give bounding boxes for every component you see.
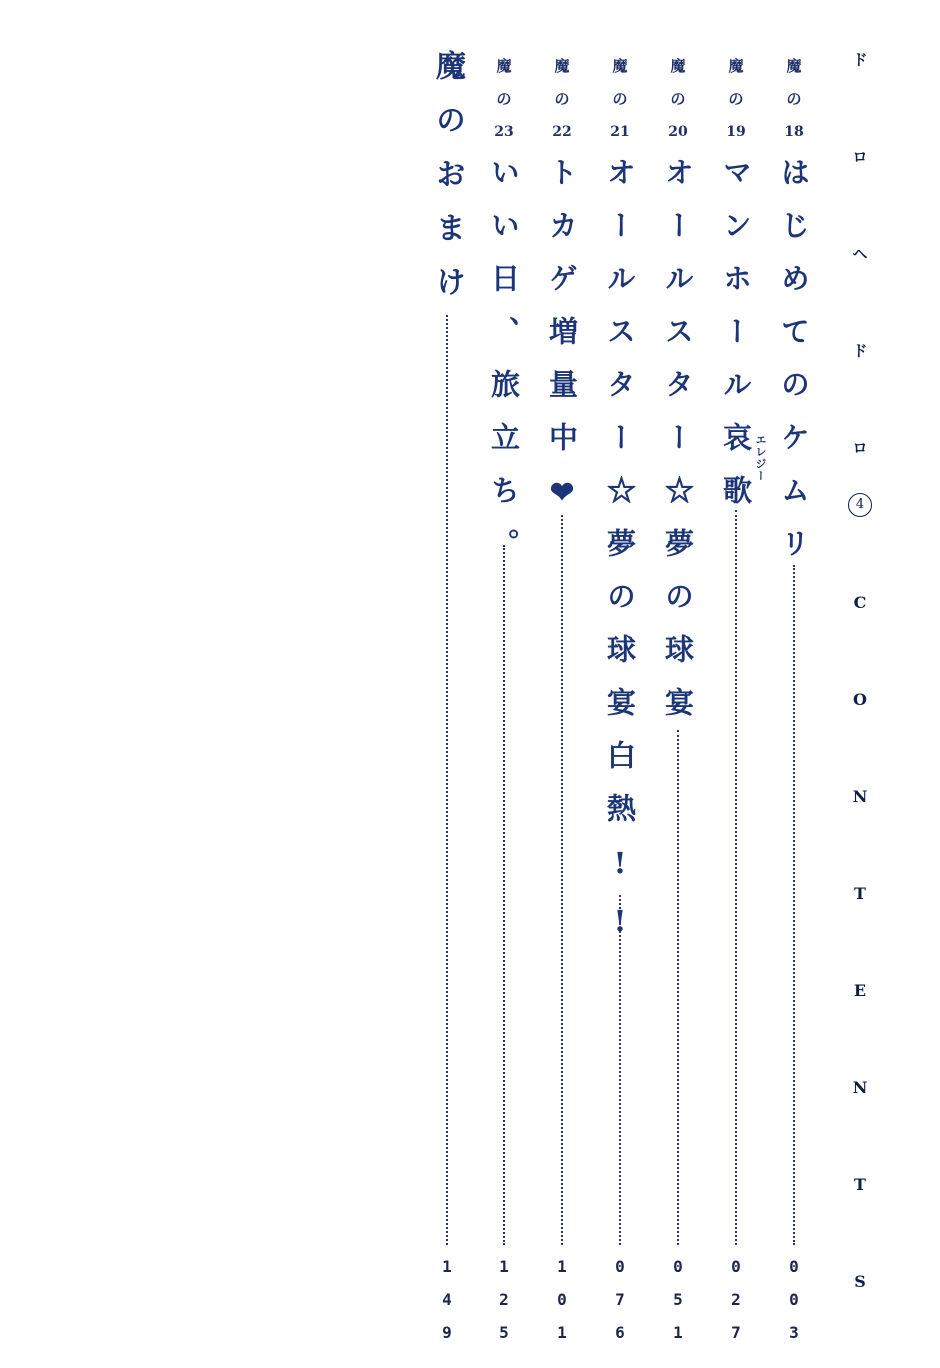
chapter-label [784, 50, 803, 149]
chapter-label-char: の [496, 90, 512, 108]
chapter-label-char: の [728, 90, 744, 108]
leader-dots [735, 510, 737, 1245]
chapter-title: マンホール哀歌 [719, 157, 753, 528]
chapter-number: 19 [726, 124, 746, 140]
series-title-char: ド [852, 342, 868, 360]
chapter-label-char: 魔 [554, 57, 570, 75]
chapter-number: 22 [552, 124, 572, 140]
chapter-number: 21 [610, 124, 630, 140]
chapter-label-char: の [670, 90, 686, 108]
chapter-label-char: 魔 [728, 57, 744, 75]
page-number: 1 0 1 [557, 1257, 567, 1342]
chapter-entry-21[interactable] [600, 50, 640, 1342]
series-title-char: ヘ [852, 245, 868, 263]
leader-dots [793, 565, 795, 1245]
chapter-label-char: 魔 [670, 57, 686, 75]
chapter-label-char: 魔 [612, 57, 628, 75]
chapter-label-char: の [786, 90, 802, 108]
page-number: 1 2 5 [499, 1257, 509, 1342]
leader-dots [503, 545, 505, 1245]
chapter-label [726, 50, 745, 149]
chapter-title: いい日、旅立ち。 [487, 157, 521, 581]
chapter-title: オールスター☆夢の球宴白熱!! [603, 157, 637, 962]
series-title-char: ロ [852, 148, 868, 166]
contents-letter: T [854, 884, 866, 903]
chapter-entry-20[interactable] [658, 50, 698, 1342]
chapter-label [494, 50, 513, 149]
chapter-label [552, 50, 571, 149]
contents-letter: C [853, 593, 867, 612]
chapter-entry-22[interactable] [542, 50, 582, 1342]
series-title-char: ド [852, 51, 868, 69]
leader-dots [619, 895, 621, 1245]
leader-dots [561, 515, 563, 1245]
chapter-number: 20 [668, 124, 688, 140]
page-number: 0 0 3 [789, 1257, 799, 1342]
page-number: 0 5 1 [673, 1257, 683, 1342]
leader-dots [677, 730, 679, 1245]
chapter-entry-23[interactable] [484, 50, 524, 1342]
chapter-title: はじめてのケムリ [777, 157, 811, 581]
chapter-label-char: 魔 [496, 57, 512, 75]
page-number: 0 2 7 [731, 1257, 741, 1342]
chapter-entry-18[interactable] [774, 50, 814, 1342]
chapter-title: トカゲ増量中❤ [545, 157, 579, 533]
title-ruby-reading: エレジー [754, 434, 767, 482]
contents-letter: N [852, 1078, 868, 1097]
series-header [842, 40, 878, 1359]
chapter-label-char: の [612, 90, 628, 108]
chapter-label [610, 50, 629, 149]
chapter-label-char: の [554, 90, 570, 108]
chapter-number: 23 [494, 124, 514, 140]
chapter-entry-omake[interactable] [427, 50, 467, 1342]
chapter-title: オールスター☆夢の球宴 [661, 157, 695, 740]
chapter-title: 魔のおまけ [430, 50, 465, 320]
contents-letter: E [853, 981, 867, 1000]
chapter-label-char: 魔 [786, 57, 802, 75]
contents-letter: S [854, 1272, 866, 1291]
contents-letter: T [854, 1175, 866, 1194]
chapter-entry-19[interactable] [716, 50, 756, 1342]
page-number: 0 7 6 [615, 1257, 625, 1342]
contents-letter: O [853, 690, 867, 709]
leader-dots [446, 315, 448, 1245]
chapter-label [668, 50, 687, 149]
volume-number-badge: 4 [848, 493, 872, 517]
page-number: 1 4 9 [442, 1257, 452, 1342]
series-title-char: ロ [852, 439, 868, 457]
chapter-number: 18 [784, 124, 804, 140]
contents-letter: N [852, 787, 868, 806]
